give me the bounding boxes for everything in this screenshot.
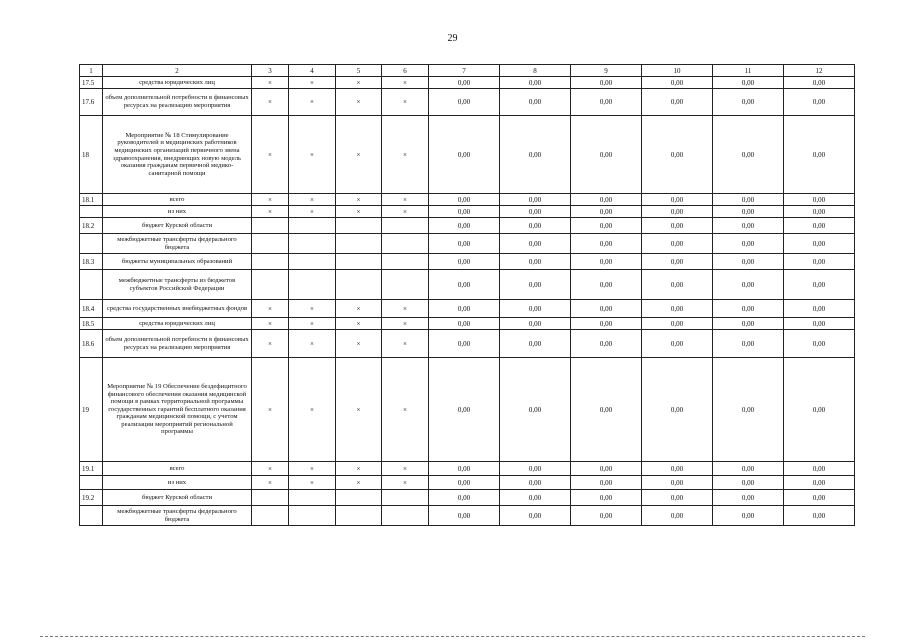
mark-cell: × [336, 358, 382, 462]
value-cell: 0,00 [642, 476, 713, 490]
value-cell: 0,00 [500, 234, 571, 254]
value-cell: 0,00 [784, 116, 855, 194]
mark-cell: × [336, 476, 382, 490]
table-row [80, 254, 855, 270]
column-header: 10 [642, 65, 713, 77]
value-cell: 0,00 [571, 77, 642, 89]
value-cell: 0,00 [429, 506, 500, 526]
value-cell: 0,00 [784, 270, 855, 300]
value-cell: 0,00 [500, 462, 571, 476]
column-header: 8 [500, 65, 571, 77]
mark-cell [382, 270, 429, 300]
mark-cell: × [336, 462, 382, 476]
value-cell: 0,00 [713, 116, 784, 194]
row-name: Мероприятие № 18 Стимулирование руководителей и медицинских работников медицинских организаций первичного звена здравоохранения, внедряющих новую модель оказания гражданам первичной медико-санитарной помощи [103, 116, 252, 194]
table-row [80, 490, 855, 506]
value-cell: 0,00 [571, 218, 642, 234]
row-name: бюджеты муниципальных образований [103, 254, 252, 270]
mark-cell: × [336, 206, 382, 218]
mark-cell [252, 218, 289, 234]
row-number: 17.5 [80, 77, 103, 89]
mark-cell: × [382, 462, 429, 476]
table-row [80, 476, 855, 490]
value-cell: 0,00 [429, 194, 500, 206]
value-cell: 0,00 [713, 194, 784, 206]
mark-cell: × [382, 194, 429, 206]
value-cell: 0,00 [713, 89, 784, 116]
mark-cell [336, 218, 382, 234]
table-row [80, 300, 855, 318]
mark-cell [289, 254, 336, 270]
table-row [80, 506, 855, 526]
value-cell: 0,00 [429, 318, 500, 330]
table-row [80, 194, 855, 206]
value-cell: 0,00 [642, 270, 713, 300]
mark-cell: × [289, 476, 336, 490]
mark-cell [289, 270, 336, 300]
mark-cell: × [289, 89, 336, 116]
value-cell: 0,00 [642, 206, 713, 218]
value-cell: 0,00 [784, 234, 855, 254]
value-cell: 0,00 [713, 476, 784, 490]
mark-cell: × [252, 330, 289, 358]
value-cell: 0,00 [713, 330, 784, 358]
mark-cell: × [382, 358, 429, 462]
value-cell: 0,00 [500, 358, 571, 462]
row-number [80, 270, 103, 300]
value-cell: 0,00 [429, 270, 500, 300]
mark-cell [289, 218, 336, 234]
value-cell: 0,00 [571, 194, 642, 206]
value-cell: 0,00 [571, 462, 642, 476]
mark-cell [289, 234, 336, 254]
mark-cell: × [252, 206, 289, 218]
table-row [80, 270, 855, 300]
mark-cell [382, 218, 429, 234]
mark-cell: × [289, 330, 336, 358]
row-number: 18.6 [80, 330, 103, 358]
value-cell: 0,00 [500, 318, 571, 330]
mark-cell: × [289, 206, 336, 218]
value-cell: 0,00 [642, 462, 713, 476]
value-cell: 0,00 [429, 330, 500, 358]
mark-cell: × [252, 116, 289, 194]
mark-cell: × [382, 476, 429, 490]
value-cell: 0,00 [784, 218, 855, 234]
row-name: межбюджетные трансферты федерального бюджета [103, 506, 252, 526]
row-name: средства государственных внебюджетных фондов [103, 300, 252, 318]
value-cell: 0,00 [713, 234, 784, 254]
value-cell: 0,00 [571, 330, 642, 358]
table-header-row [80, 65, 855, 77]
column-header: 6 [382, 65, 429, 77]
mark-cell: × [382, 206, 429, 218]
value-cell: 0,00 [642, 218, 713, 234]
mark-cell: × [336, 116, 382, 194]
mark-cell: × [382, 77, 429, 89]
value-cell: 0,00 [642, 318, 713, 330]
mark-cell: × [336, 77, 382, 89]
row-number [80, 506, 103, 526]
value-cell: 0,00 [500, 490, 571, 506]
row-name: средства юридических лиц [103, 318, 252, 330]
mark-cell: × [336, 330, 382, 358]
row-number [80, 206, 103, 218]
value-cell: 0,00 [642, 116, 713, 194]
row-name: из них [103, 476, 252, 490]
value-cell: 0,00 [571, 206, 642, 218]
mark-cell: × [382, 300, 429, 318]
mark-cell: × [382, 89, 429, 116]
value-cell: 0,00 [571, 490, 642, 506]
value-cell: 0,00 [571, 254, 642, 270]
value-cell: 0,00 [571, 476, 642, 490]
value-cell: 0,00 [784, 254, 855, 270]
mark-cell [252, 234, 289, 254]
mark-cell [252, 270, 289, 300]
row-number: 18.3 [80, 254, 103, 270]
row-name: бюджет Курской области [103, 490, 252, 506]
value-cell: 0,00 [713, 254, 784, 270]
table-row [80, 358, 855, 462]
mark-cell: × [252, 89, 289, 116]
value-cell: 0,00 [713, 270, 784, 300]
value-cell: 0,00 [642, 77, 713, 89]
mark-cell: × [382, 318, 429, 330]
value-cell: 0,00 [429, 358, 500, 462]
row-number: 18.1 [80, 194, 103, 206]
value-cell: 0,00 [500, 476, 571, 490]
row-number: 19.1 [80, 462, 103, 476]
table-row [80, 462, 855, 476]
page-number: 29 [447, 33, 458, 44]
row-name: объем дополнительной потребности в финансовых ресурсах на реализацию мероприятия [103, 89, 252, 116]
value-cell: 0,00 [713, 300, 784, 318]
row-name: бюджет Курской области [103, 218, 252, 234]
mark-cell: × [336, 194, 382, 206]
row-name: объем дополнительной потребности в финансовых ресурсах на реализацию мероприятия [103, 330, 252, 358]
mark-cell: × [252, 318, 289, 330]
column-header: 7 [429, 65, 500, 77]
value-cell: 0,00 [784, 358, 855, 462]
mark-cell: × [336, 89, 382, 116]
table-row [80, 218, 855, 234]
mark-cell: × [252, 358, 289, 462]
value-cell: 0,00 [500, 254, 571, 270]
value-cell: 0,00 [642, 506, 713, 526]
column-header: 3 [252, 65, 289, 77]
value-cell: 0,00 [642, 254, 713, 270]
mark-cell [336, 270, 382, 300]
column-header: 1 [80, 65, 103, 77]
table-row [80, 116, 855, 194]
row-number [80, 234, 103, 254]
mark-cell [336, 506, 382, 526]
value-cell: 0,00 [784, 476, 855, 490]
mark-cell: × [252, 300, 289, 318]
mark-cell: × [252, 476, 289, 490]
value-cell: 0,00 [500, 300, 571, 318]
table-row [80, 330, 855, 358]
mark-cell [382, 506, 429, 526]
mark-cell: × [289, 77, 336, 89]
table-row [80, 89, 855, 116]
mark-cell [382, 490, 429, 506]
mark-cell: × [336, 318, 382, 330]
mark-cell: × [289, 300, 336, 318]
value-cell: 0,00 [571, 116, 642, 194]
value-cell: 0,00 [784, 89, 855, 116]
value-cell: 0,00 [713, 462, 784, 476]
value-cell: 0,00 [500, 270, 571, 300]
row-name: из них [103, 206, 252, 218]
value-cell: 0,00 [571, 506, 642, 526]
column-header: 5 [336, 65, 382, 77]
value-cell: 0,00 [784, 77, 855, 89]
budget-table [79, 64, 855, 526]
mark-cell: × [382, 116, 429, 194]
mark-cell [252, 254, 289, 270]
row-name: всего [103, 194, 252, 206]
row-name: межбюджетные трансферты из бюджетов субъектов Российской Федерации [103, 270, 252, 300]
value-cell: 0,00 [713, 358, 784, 462]
mark-cell: × [252, 194, 289, 206]
row-number: 18.5 [80, 318, 103, 330]
column-header: 9 [571, 65, 642, 77]
row-number: 18.2 [80, 218, 103, 234]
value-cell: 0,00 [784, 206, 855, 218]
value-cell: 0,00 [429, 300, 500, 318]
mark-cell: × [289, 318, 336, 330]
value-cell: 0,00 [642, 300, 713, 318]
row-number: 18 [80, 116, 103, 194]
row-name: средства юридических лиц [103, 77, 252, 89]
value-cell: 0,00 [642, 490, 713, 506]
value-cell: 0,00 [784, 490, 855, 506]
value-cell: 0,00 [429, 218, 500, 234]
value-cell: 0,00 [784, 194, 855, 206]
mark-cell [336, 254, 382, 270]
value-cell: 0,00 [713, 77, 784, 89]
value-cell: 0,00 [642, 358, 713, 462]
mark-cell [382, 234, 429, 254]
page-bottom-rule [40, 636, 865, 637]
column-header: 2 [103, 65, 252, 77]
row-number: 17.6 [80, 89, 103, 116]
value-cell: 0,00 [500, 218, 571, 234]
value-cell: 0,00 [784, 318, 855, 330]
value-cell: 0,00 [713, 206, 784, 218]
value-cell: 0,00 [429, 116, 500, 194]
row-number: 18.4 [80, 300, 103, 318]
mark-cell: × [336, 300, 382, 318]
value-cell: 0,00 [784, 462, 855, 476]
value-cell: 0,00 [784, 330, 855, 358]
value-cell: 0,00 [500, 506, 571, 526]
column-header: 11 [713, 65, 784, 77]
value-cell: 0,00 [642, 234, 713, 254]
value-cell: 0,00 [713, 490, 784, 506]
column-header: 4 [289, 65, 336, 77]
mark-cell: × [289, 462, 336, 476]
mark-cell: × [289, 116, 336, 194]
value-cell: 0,00 [571, 300, 642, 318]
value-cell: 0,00 [429, 490, 500, 506]
table-row [80, 206, 855, 218]
row-name: Мероприятие № 19 Обеспечение бездефицитного финансового обеспечения оказания медицинской помощи в рамках территориальной программы государственных гарантий бесплатного оказания гражданам медицинской помощи, с учетом реализации мероприятий региональной программы [103, 358, 252, 462]
value-cell: 0,00 [571, 234, 642, 254]
mark-cell [382, 254, 429, 270]
value-cell: 0,00 [429, 206, 500, 218]
mark-cell: × [252, 462, 289, 476]
value-cell: 0,00 [500, 89, 571, 116]
value-cell: 0,00 [713, 218, 784, 234]
mark-cell [336, 490, 382, 506]
value-cell: 0,00 [500, 330, 571, 358]
value-cell: 0,00 [571, 270, 642, 300]
value-cell: 0,00 [429, 462, 500, 476]
value-cell: 0,00 [429, 77, 500, 89]
mark-cell [289, 506, 336, 526]
value-cell: 0,00 [571, 318, 642, 330]
value-cell: 0,00 [500, 77, 571, 89]
mark-cell [336, 234, 382, 254]
value-cell: 0,00 [429, 254, 500, 270]
row-name: всего [103, 462, 252, 476]
row-number: 19.2 [80, 490, 103, 506]
value-cell: 0,00 [784, 506, 855, 526]
table-row [80, 77, 855, 89]
value-cell: 0,00 [500, 194, 571, 206]
value-cell: 0,00 [571, 89, 642, 116]
row-name: межбюджетные трансферты федерального бюджета [103, 234, 252, 254]
mark-cell [252, 506, 289, 526]
value-cell: 0,00 [429, 476, 500, 490]
table-row [80, 234, 855, 254]
value-cell: 0,00 [571, 358, 642, 462]
column-header: 12 [784, 65, 855, 77]
mark-cell: × [289, 194, 336, 206]
mark-cell: × [252, 77, 289, 89]
value-cell: 0,00 [713, 318, 784, 330]
value-cell: 0,00 [500, 116, 571, 194]
mark-cell [252, 490, 289, 506]
table-row [80, 318, 855, 330]
mark-cell: × [289, 358, 336, 462]
mark-cell [289, 490, 336, 506]
row-number [80, 476, 103, 490]
value-cell: 0,00 [429, 89, 500, 116]
value-cell: 0,00 [642, 330, 713, 358]
mark-cell: × [382, 330, 429, 358]
value-cell: 0,00 [713, 506, 784, 526]
value-cell: 0,00 [500, 206, 571, 218]
value-cell: 0,00 [784, 300, 855, 318]
value-cell: 0,00 [642, 194, 713, 206]
row-number: 19 [80, 358, 103, 462]
value-cell: 0,00 [429, 234, 500, 254]
value-cell: 0,00 [642, 89, 713, 116]
